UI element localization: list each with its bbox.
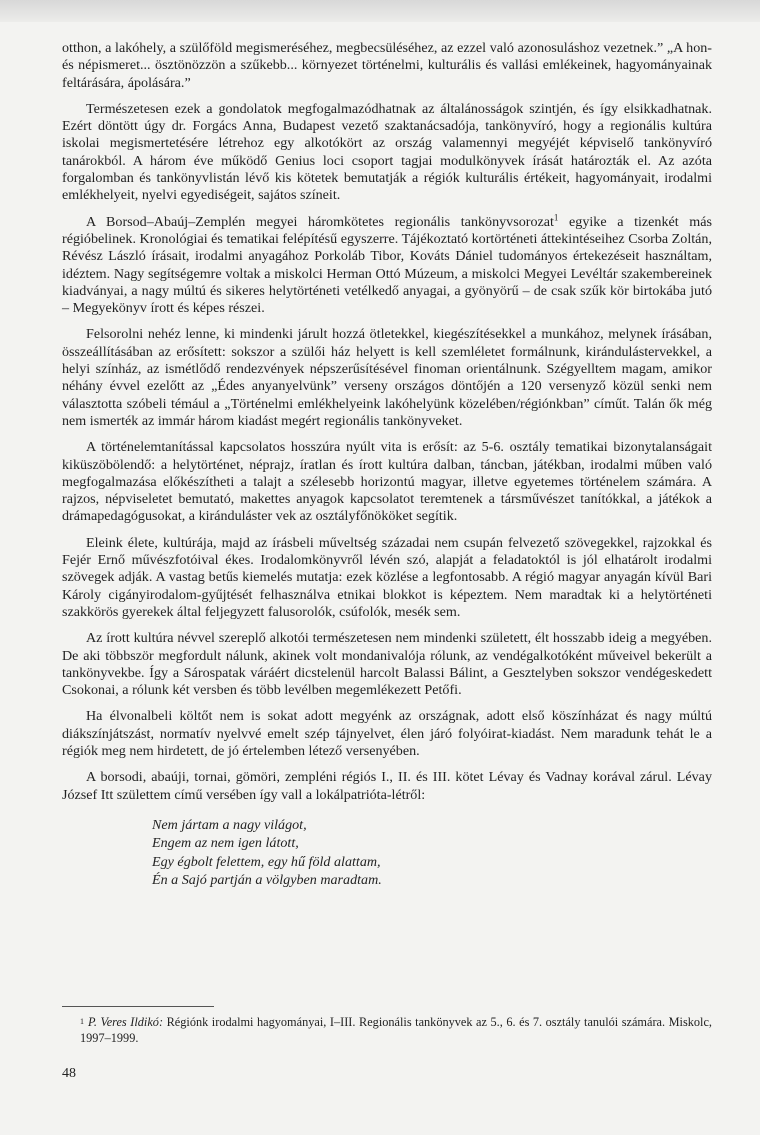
footnote-marker: 1 [553,211,559,222]
poem-line: Nem jártam a nagy világot, [152,816,307,833]
footnote [80,1014,712,1046]
paragraph-3-rest: egyike a tizenkét más régióbelinek. Kronológiai és tematikai felépítésű egyszerre. Tájékoztató kortörténeti áttekintéseihez Csorba Zoltán, Révész László írásait, irodalmi anyagához Porkoláb Tibor, Kováts Dániel tudományos értekezéseit használtam, idéztem. Nagy segítségemre voltak a miskolci Herman Ottó Múzeum, a miskolci Megyei Levéltár szakembereinek kiadványai, a nagy múltú és sikeres helytörténeti vetélkedő anyagai, a gyönyörű – de csak szűk kör birtokába jutó – Megyekönyv írott és képes részei. [62,213,712,317]
footnote-author: P. Veres Ildikó: [88,1015,164,1029]
poem-line: Egy égbolt felettem, egy hű föld alattam, [152,853,381,870]
paragraph-5: A történelemtanítással kapcsolatos hosszúra nyúlt vita is erősít: az 5-6. osztály tematikai bizonytalanságait kiküszöbölendő: a helytörténet, néprajz, íratlan és írott kultúra dalban, táncban, játékban, irodalmi műben való megfogalmazása előkészítheti a talajt a szélesebb horizontú magyar, illetve egyetemes történelem számára. A rajzos, népviseletet bemutató, makettes anyagok kapcsolatot teremtenek a társművészet tanítókkal, a játékok a drámapedagógusokat, a kiránduláster vek az osztályfőnököket segítik. [62,439,712,525]
paragraph-1: otthon, a lakóhely, a szülőföld megismeréséhez, megbecsüléséhez, az ezzel való azonosuláshoz vezetnek.” „A hon- és népismeret... ösztönözzön a szűkebb... környezet történelmi, kulturális és vallási emlékeinek, hagyományainak feltárására, ápolására.” [62,40,712,91]
poem-line: Én a Sajó partján a völgyben maradtam. [152,872,382,889]
page-body [62,40,712,890]
paragraph-7: Az írott kultúra névvel szereplő alkotói természetesen nem mindenki született, élt hosszabb ideig a megyében. De aki többször megfordult nálunk, akinek volt mondanivalója rólunk, az vendégalkotóként műveivel bekerült a tankönyvekbe. Így a Sárospatak váráért dicstelenül harcolt Balassi Bálint, a Gesztelyben sokszor vendégeskedett Csokonai, a rólunk két versben és több levélben megemlékezett Petőfi. [62,630,712,699]
paragraph-2: Természetesen ezek a gondolatok megfogalmazódhatnak az általánosságok szintjén, és így elsikkadhatnak. Ezért döntött úgy dr. Forgács Anna, Budapest vezető szaktanácsadója, tankönyvíró, hogy a regionális kultúra iskolai megismertetésére létrehoz egy alkotókört az ország valamennyi megyéjét képviselő tankönyvíró tanárokból. A három éve működő Genius loci csoport tagjai modulkönyvek írását határozták el. Az azóta forgalomban és tankönyvlistán lévő kis kötetek bemutatják a régiók kulturális értékeit, hagyományait, irodalmi emlékhelyeit, nyelvi egyediségeit, sajátos színeit. [62,100,712,204]
scan-top-band [0,0,760,22]
footnote-text: Régiónk irodalmi hagyományai, I–III. Regionális tankönyvek az 5., 6. és 7. osztály tanulói számára. Miskolc, 1997–1999. [80,1015,713,1045]
paragraph-6: Eleink élete, kultúrája, majd az írásbeli műveltség századai nem csupán felvezető szövegekkel, rajzokkal és Fejér Ernő művészfotóival ékes. Irodalomkönyvről lévén szó, alapját a feladatoktól is jól elhatárolt irodalmi szövegek adják. A vastag betűs kiemelés mutatja: ezek közlése a legfontosabb. A régió magyar anyagán kívül Bari Károly cigányirodalom-gyűjtését felhasználva etnikai blokkot is képeztem. Nem maradtak ki a helytörténeti szakkörös gyerekek által feljegyzett falusorolók, csúfolók, mesék sem. [62,534,712,620]
paragraph-9: A borsodi, abaúji, tornai, gömöri, zempléni régiós I., II. és III. kötet Lévay és Vadnay korával zárul. Lévay József Itt születtem című versében így vall a lokálpatrióta-létről: [62,769,712,803]
paragraph-8: Ha élvonalbeli költőt nem is sokat adott megyénk az országnak, adott első köszínházat és nagy múltú diákszínjátszást, normatív nyelvvé emelt szép tájnyelvet, élen járó folyóirat-kiadást. Nem maradunk tehát le a régiók meg nem hirdetett, de jó értelemben létező versenyében. [62,708,712,759]
footnote-number: 1 [80,1017,84,1026]
paragraph-4: Felsorolni nehéz lenne, ki mindenki járult hozzá ötletekkel, kiegészítésekkel a munkához, melynek írásában, összeállításában az erősített: sokszor a szülői ház helyett is kell szemléletet formálnunk, kirándulástervekkel, a helyi színház, az ismétlődő rendezvények népszerűsítésével finoman orientálnunk. Szégyelltem magam, amikor néhány évvel ezelőtt az „Édes anyanyelvünk” verseny országos döntőjén a 120 versenyző közül senki nem választotta szóbeli témául a „Történelmi emlékhelyeink lakóhelyünk közelében/régiónkban” címűt. Talán ők még nem ismerték az immár három kiadást megért regionális tankönyveket. [62,326,712,429]
page-number: 48 [62,1066,76,1081]
footnote-divider [62,1006,214,1007]
paragraph-3 [62,211,712,318]
paragraph-3-start: A Borsod–Abaúj–Zemplén megyei háromkötetes regionális tankönyvsorozat [86,213,554,230]
poem-line: Engem az nem igen látott, [152,835,299,852]
poem [152,816,712,890]
